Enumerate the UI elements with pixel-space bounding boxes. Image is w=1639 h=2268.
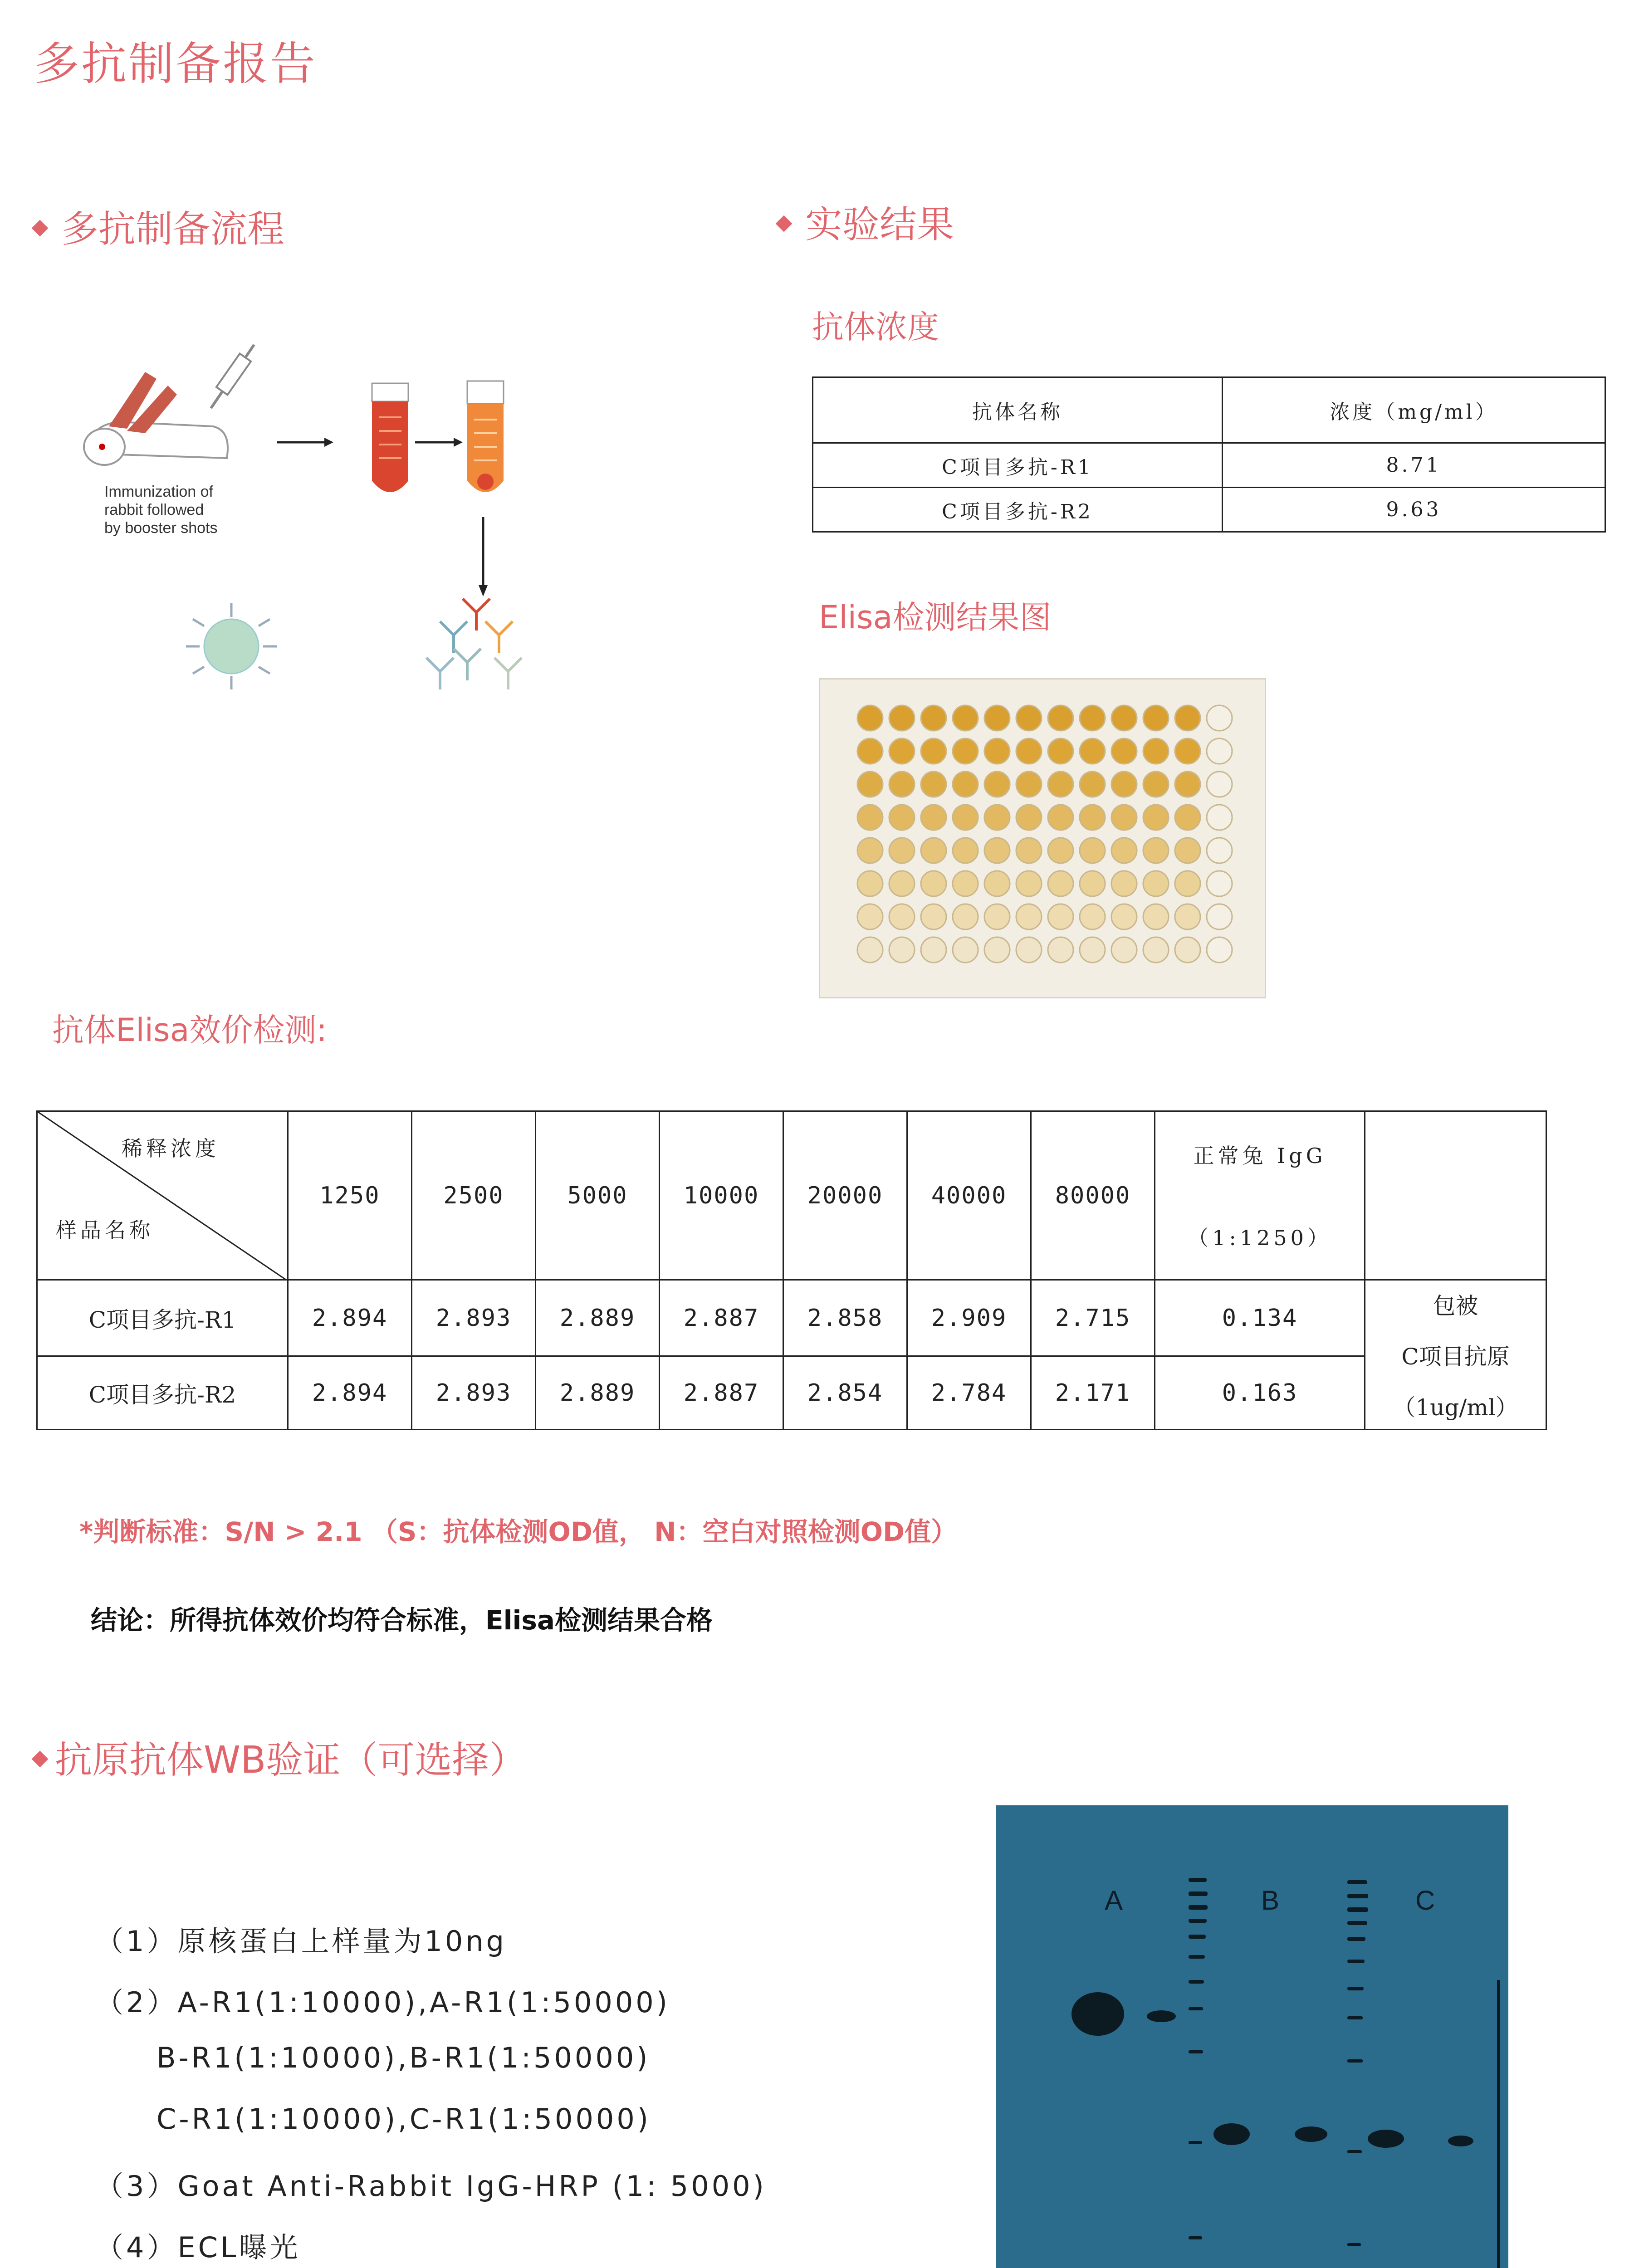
igg-value: 0.134 — [1155, 1280, 1365, 1356]
od-value: 2.894 — [288, 1356, 412, 1430]
plate-well — [889, 838, 915, 863]
igg-header-line-2: （1:1250） — [1188, 1226, 1332, 1250]
diamond-bullet-icon — [32, 220, 49, 236]
coating-line-3: （1ug/ml） — [1393, 1394, 1518, 1421]
plate-well — [921, 937, 946, 963]
plate-well — [1207, 904, 1232, 929]
plate-well — [1048, 738, 1073, 764]
concentration-table — [812, 376, 1606, 533]
syringe-icon — [211, 345, 254, 408]
plate-well — [1111, 805, 1137, 830]
plate-well — [953, 738, 978, 764]
igg-value: 0.163 — [1155, 1356, 1365, 1430]
plate-well — [921, 772, 946, 797]
plate-well — [1143, 937, 1169, 963]
plate-well — [1080, 738, 1105, 764]
sample-name: C项目多抗-R1 — [37, 1280, 288, 1356]
plate-well — [1143, 705, 1169, 731]
wb-condition-4: （4）ECL曝光 — [95, 2231, 301, 2264]
illustration-caption-line-2: rabbit followed — [104, 501, 204, 518]
plate-well — [1016, 772, 1042, 797]
antibody-cluster-icon — [426, 599, 522, 689]
plate-well — [889, 772, 915, 797]
plate-well — [857, 838, 883, 863]
plate-well — [953, 805, 978, 830]
plate-well — [1016, 705, 1042, 731]
plate-well — [857, 738, 883, 764]
plate-well — [984, 904, 1010, 929]
table-row — [37, 1356, 1546, 1430]
plate-well — [1048, 705, 1073, 731]
coating-line-2: C项目抗原 — [1401, 1343, 1510, 1370]
plate-well — [1143, 904, 1169, 929]
section-process-heading: 多抗制备流程 — [34, 200, 284, 253]
igg-header — [1155, 1111, 1365, 1280]
plate-well — [984, 937, 1010, 963]
elisa-titer-heading: 抗体Elisa效价检测: — [52, 1012, 328, 1049]
plate-well — [1143, 871, 1169, 896]
dilution-header: 20000 — [783, 1111, 907, 1280]
plate-well — [1207, 805, 1232, 830]
illustration-caption-line-1: Immunization of — [104, 483, 213, 500]
diamond-bullet-icon — [776, 215, 793, 232]
plate-well — [889, 738, 915, 764]
arrow-right-icon — [415, 438, 463, 447]
plate-well — [953, 705, 978, 731]
plate-well — [953, 838, 978, 863]
elisa-plate-image — [819, 678, 1266, 998]
plate-well — [857, 805, 883, 830]
plate-well — [953, 772, 978, 797]
plate-well — [1016, 805, 1042, 830]
diamond-bullet-icon — [32, 1750, 49, 1767]
corner-bottom-label: 样品名称 — [56, 1218, 154, 1242]
plate-well — [921, 805, 946, 830]
blood-tube-icon — [372, 383, 408, 492]
table-row — [813, 488, 1605, 532]
od-value: 2.887 — [660, 1280, 783, 1356]
plate-well — [1143, 805, 1169, 830]
plate-well — [1143, 738, 1169, 764]
plate-well — [857, 871, 883, 896]
western-blot-image — [996, 1805, 1508, 2268]
plate-well — [1111, 838, 1137, 863]
dilution-header: 80000 — [1031, 1111, 1155, 1280]
plate-well — [1207, 937, 1232, 963]
arrow-down-icon — [479, 517, 488, 596]
concentration-heading: 抗体浓度 — [812, 308, 939, 346]
section-results-heading: 实验结果 — [778, 195, 954, 248]
wb-condition-1: （1）原核蛋白上样量为10ng — [95, 1925, 507, 1958]
plate-well — [857, 904, 883, 929]
plate-well — [921, 738, 946, 764]
elisa-image-heading: Elisa检测结果图 — [819, 599, 1052, 636]
plate-well — [1111, 738, 1137, 764]
od-value: 2.887 — [660, 1356, 783, 1430]
od-value: 2.784 — [907, 1356, 1031, 1430]
plate-well — [984, 871, 1010, 896]
coating-cell — [1365, 1280, 1546, 1430]
plate-well — [1111, 904, 1137, 929]
plate-well — [984, 772, 1010, 797]
plate-well — [1175, 772, 1200, 797]
concentration-header-name: 抗体名称 — [813, 377, 1223, 443]
plate-well — [1048, 805, 1073, 830]
plate-well — [1080, 871, 1105, 896]
plate-well — [1080, 772, 1105, 797]
od-value: 2.854 — [783, 1356, 907, 1430]
lane-label-a: A — [1105, 1885, 1123, 1916]
concentration-row-name: C项目多抗-R1 — [813, 443, 1223, 488]
plate-well — [1207, 738, 1232, 764]
plate-well — [1080, 937, 1105, 963]
od-value: 2.715 — [1031, 1280, 1155, 1356]
elisa-plate-wells — [820, 679, 1265, 997]
dilution-header: 5000 — [536, 1111, 660, 1280]
plate-well — [1048, 838, 1073, 863]
plate-well — [1080, 838, 1105, 863]
plate-well — [1111, 871, 1137, 896]
plate-well — [953, 871, 978, 896]
plate-well — [889, 871, 915, 896]
concentration-row-name: C项目多抗-R2 — [813, 488, 1223, 532]
plate-well — [1207, 705, 1232, 731]
plate-well — [984, 838, 1010, 863]
table-row — [813, 443, 1605, 488]
plate-well — [1016, 937, 1042, 963]
dilution-header: 40000 — [907, 1111, 1031, 1280]
plate-well — [1175, 805, 1200, 830]
plate-well — [1016, 738, 1042, 764]
plate-well — [984, 738, 1010, 764]
od-value: 2.858 — [783, 1280, 907, 1356]
plate-well — [1175, 838, 1200, 863]
plate-well — [984, 705, 1010, 731]
plate-well — [857, 937, 883, 963]
lane-label-b: B — [1261, 1885, 1280, 1916]
od-value: 2.893 — [412, 1356, 536, 1430]
plate-well — [1080, 904, 1105, 929]
plate-well — [1080, 805, 1105, 830]
corner-top-label: 稀释浓度 — [122, 1136, 220, 1161]
plate-well — [921, 838, 946, 863]
plate-well — [1111, 937, 1137, 963]
plate-well — [921, 705, 946, 731]
igg-header-line-1: 正常兔 IgG — [1193, 1144, 1326, 1168]
od-value: 2.889 — [536, 1280, 660, 1356]
od-value: 2.889 — [536, 1356, 660, 1430]
plate-well — [1175, 937, 1200, 963]
table-corner-cell — [37, 1111, 288, 1280]
page-title: 多抗制备报告 — [34, 37, 317, 90]
plate-well — [1207, 871, 1232, 896]
concentration-row-value: 9.63 — [1223, 488, 1605, 532]
serum-tube-icon — [467, 381, 504, 492]
plate-well — [1048, 937, 1073, 963]
sample-name: C项目多抗-R2 — [37, 1356, 288, 1430]
plate-well — [1048, 904, 1073, 929]
antigen-cell-icon — [186, 603, 277, 689]
blot-bands — [996, 1805, 1508, 2268]
plate-well — [1175, 738, 1200, 764]
wb-condition-2b: B-R1(1:10000),B-R1(1:50000) — [157, 2041, 651, 2074]
od-value: 2.894 — [288, 1280, 412, 1356]
lane-label-c: C — [1415, 1885, 1435, 1916]
plate-well — [1175, 871, 1200, 896]
concentration-header-value: 浓度（mg/ml） — [1223, 377, 1605, 443]
coating-line-1: 包被 — [1433, 1292, 1478, 1319]
plate-well — [1048, 871, 1073, 896]
section-wb-heading: 抗原抗体WB验证（可选择） — [34, 1730, 526, 1784]
plate-well — [1143, 772, 1169, 797]
plate-well — [921, 871, 946, 896]
plate-well — [921, 904, 946, 929]
dilution-header: 10000 — [660, 1111, 783, 1280]
wb-condition-2: （2）A-R1(1:10000),A-R1(1:50000) — [95, 1986, 670, 2019]
concentration-row-value: 8.71 — [1223, 443, 1605, 488]
plate-well — [984, 805, 1010, 830]
plate-well — [889, 805, 915, 830]
plate-well — [1048, 772, 1073, 797]
elisa-titer-table — [36, 1110, 1547, 1430]
coating-header-blank — [1365, 1111, 1546, 1280]
plate-well — [1175, 705, 1200, 731]
wb-condition-2c: C-R1(1:10000),C-R1(1:50000) — [157, 2102, 651, 2136]
rabbit-icon — [84, 372, 228, 465]
plate-well — [1016, 838, 1042, 863]
conclusion: 结论：所得抗体效价均符合标准，Elisa检测结果合格 — [91, 1605, 713, 1636]
plate-well — [1207, 772, 1232, 797]
plate-well — [1016, 904, 1042, 929]
plate-well — [857, 705, 883, 731]
judgment-criterion: *判断标准：S/N > 2.1 （S：抗体检测OD值， N：空白对照检测OD值） — [79, 1516, 958, 1547]
dilution-header: 1250 — [288, 1111, 412, 1280]
plate-well — [1207, 838, 1232, 863]
table-row — [37, 1280, 1546, 1356]
plate-well — [889, 937, 915, 963]
plate-well — [953, 904, 978, 929]
plate-well — [953, 937, 978, 963]
arrow-right-icon — [277, 438, 333, 447]
plate-well — [1111, 772, 1137, 797]
wb-condition-3: （3）Goat Anti-Rabbit IgG-HRP (1: 5000) — [95, 2170, 767, 2203]
illustration-caption-line-3: by booster shots — [104, 519, 218, 537]
plate-well — [1080, 705, 1105, 731]
od-value: 2.171 — [1031, 1356, 1155, 1430]
plate-well — [1016, 871, 1042, 896]
plate-well — [857, 772, 883, 797]
od-value: 2.893 — [412, 1280, 536, 1356]
process-illustration — [77, 336, 553, 717]
plate-well — [889, 705, 915, 731]
plate-well — [1175, 904, 1200, 929]
plate-well — [1111, 705, 1137, 731]
dilution-header: 2500 — [412, 1111, 536, 1280]
od-value: 2.909 — [907, 1280, 1031, 1356]
plate-well — [889, 904, 915, 929]
plate-well — [1143, 838, 1169, 863]
